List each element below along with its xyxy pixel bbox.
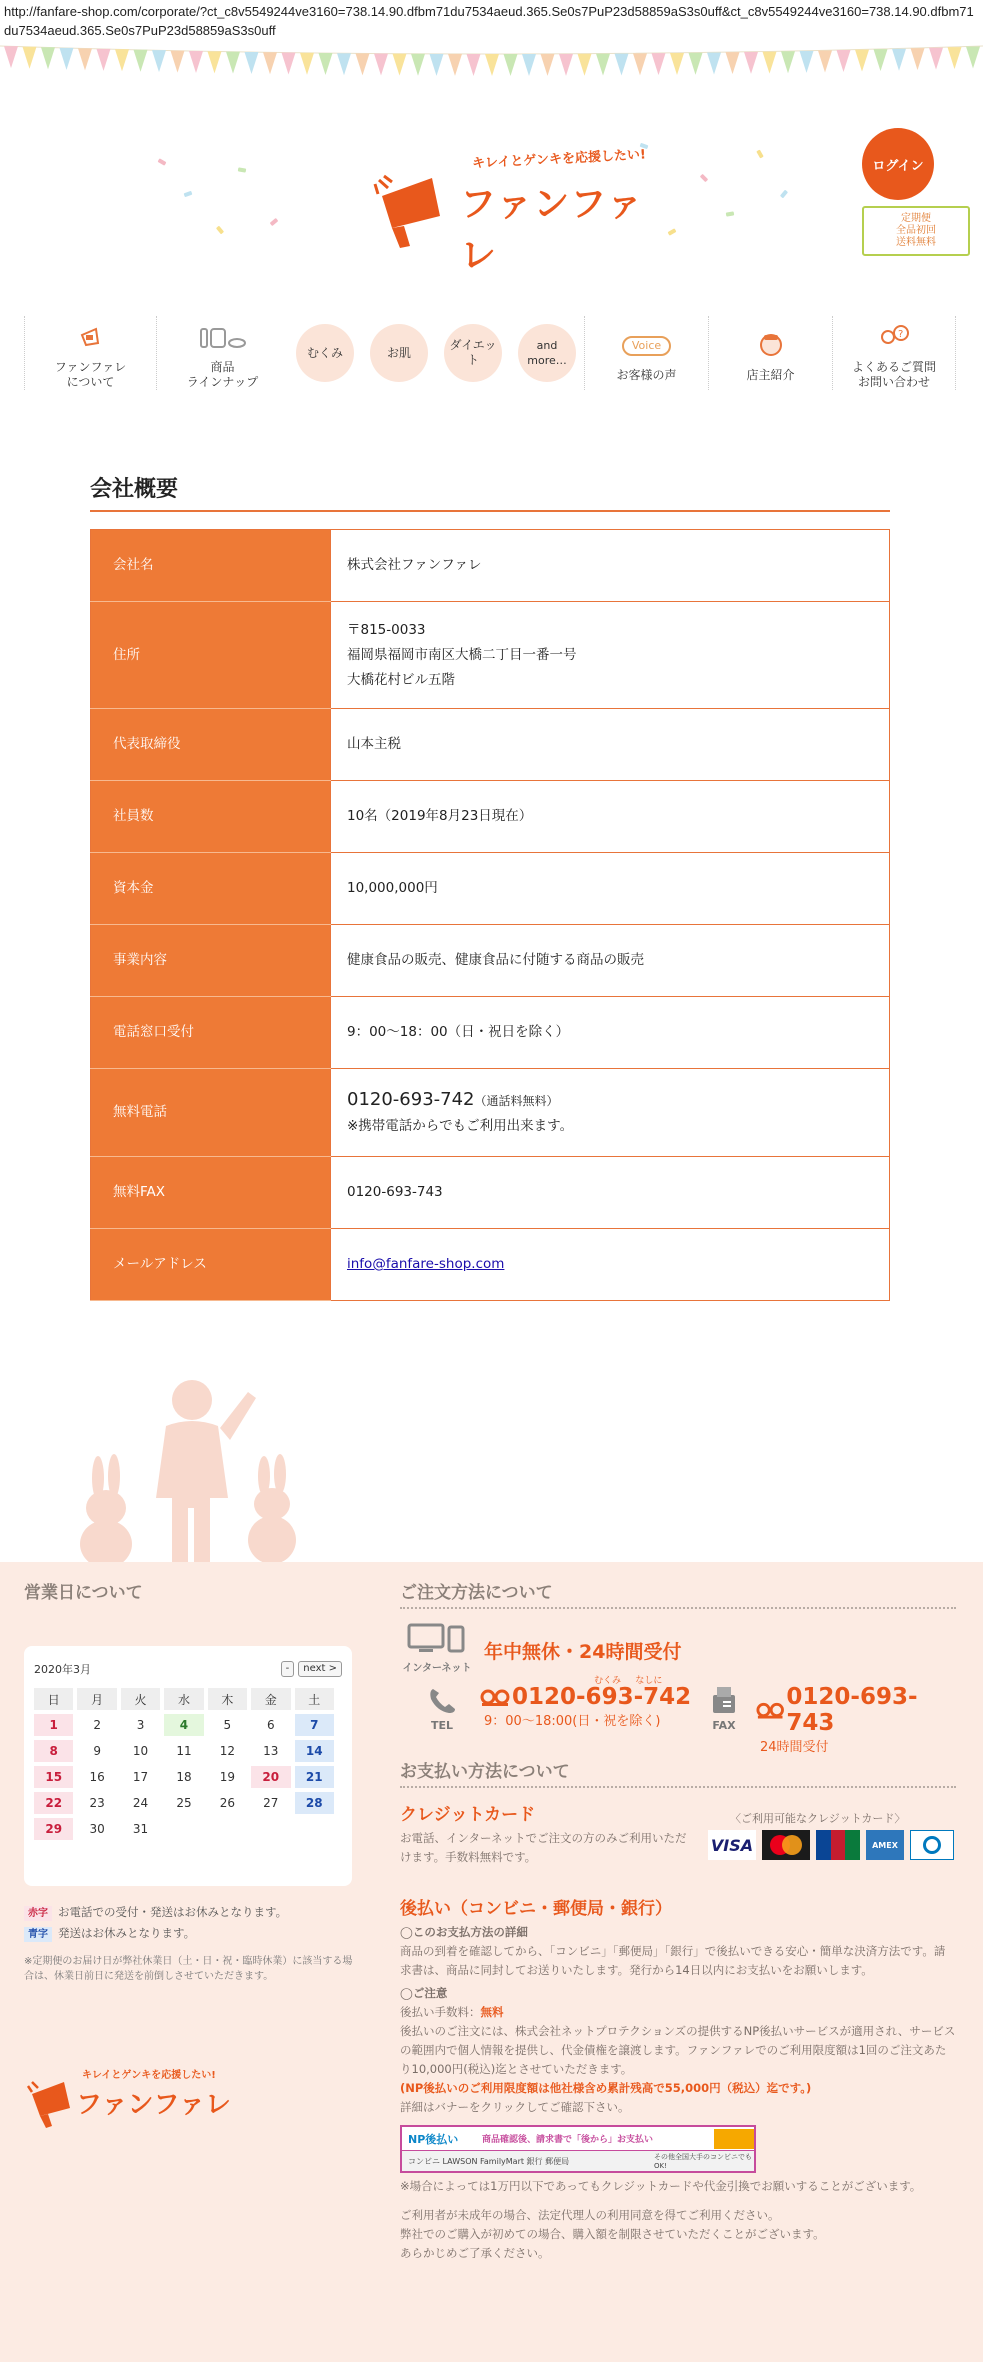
row-value: 0120-693-743 <box>331 1157 890 1229</box>
calendar-day: 18 <box>176 1770 192 1784</box>
calendar-day: 9 <box>93 1744 101 1758</box>
calendar-weekday: 水 <box>164 1688 203 1710</box>
svg-text:?: ? <box>898 329 904 340</box>
bunting-flag <box>966 47 980 69</box>
deferred-note: ※場合によっては1万円以下であってもクレジットカードや代金引換でお願いすることがございます。 <box>400 2179 922 2193</box>
bunting-flag <box>504 54 518 76</box>
calendar-day <box>295 1818 335 1840</box>
fax-label: FAX <box>712 1719 736 1732</box>
table-row <box>91 925 890 997</box>
nav-about[interactable] <box>24 316 156 390</box>
table-row <box>91 853 890 925</box>
row-value: 9：00〜18：00（日・祝日を除く） <box>331 997 890 1069</box>
nav-hada-label: お肌 <box>370 324 428 382</box>
tel-hours: 9：00〜18:00(日・祝を除く) <box>484 1714 661 1729</box>
calendar-day: 30 <box>89 1822 105 1836</box>
internet-label: インターネット <box>402 1663 472 1674</box>
np-copy: 商品確認後、請求書で「後から」お支払い <box>482 2135 654 2145</box>
nav-lineup-label: 商品 ラインナップ <box>186 360 259 389</box>
fee-label: 後払い手数料： <box>400 2005 481 2019</box>
calendar-day <box>208 1818 247 1840</box>
computer-phone-icon <box>407 1623 467 1655</box>
row-value <box>331 1229 890 1301</box>
calendar-day: 7 <box>295 1714 335 1736</box>
calendar-day: 19 <box>219 1770 235 1784</box>
calendar-day: 11 <box>176 1744 192 1758</box>
order-payment-column <box>400 1578 956 2263</box>
bunting-flag <box>633 53 647 75</box>
nav-about-label: ファンファレ について <box>54 360 127 389</box>
credit-available-label: 〈ご利用可能なクレジットカード〉 <box>730 1812 906 1825</box>
shopkeeper-icon <box>756 328 786 364</box>
amex-icon: AMEX <box>866 1830 904 1860</box>
fax-machine-icon <box>709 1685 739 1715</box>
caution-heading: ◯ご注意 <box>400 1986 448 2000</box>
calendar-day: 26 <box>219 1796 235 1810</box>
company-info-table <box>90 529 890 1301</box>
fee-line <box>400 2003 956 2022</box>
legend-red-tag: 赤字 <box>24 1906 52 1921</box>
row-label: 無料電話 <box>91 1069 331 1157</box>
footer-tel-number: 0120-693-742 <box>512 1684 692 1710</box>
bunting-decoration <box>0 42 983 80</box>
row-value: 10名（2019年8月23日現在） <box>331 781 890 853</box>
address-bar[interactable]: http://fanfare-shop.com/corporate/?ct_c8v5549244ve3160=738.14.90.dfbm71du7534aeud.365.Se0s7PuP23d58859aS3s0uff&ct_c8v5549244ve3160=738.14.90.dfbm71du7534aeud.365.Se0s7PuP23d58859aS3s0uff <box>4 4 974 38</box>
address-line1: 福岡県福岡市南区大橋二丁目一番一号 <box>347 646 577 663</box>
np-mark-icon <box>714 2129 754 2149</box>
voice-bubble-icon <box>622 328 671 364</box>
diners-icon <box>910 1830 954 1860</box>
kids-silhouette-decoration <box>60 1368 320 1562</box>
business-days-title: 営業日について <box>24 1583 143 1603</box>
bunting-flag <box>4 46 18 68</box>
nav-voice-label: お客様の声 <box>616 368 677 382</box>
calendar-week <box>34 1792 334 1814</box>
products-icon <box>197 320 249 356</box>
bunting-flag <box>781 51 795 73</box>
bunting-flag <box>689 53 703 75</box>
question-person-icon <box>877 320 911 356</box>
calendar-weekday: 日 <box>34 1688 73 1710</box>
calendar-weekday: 月 <box>77 1688 116 1710</box>
bunting-flag <box>800 51 814 73</box>
calendar-day: 27 <box>263 1796 279 1810</box>
table-row <box>91 1069 890 1157</box>
np-note: その他全国大手のコンビニでもOK! <box>654 2153 752 2170</box>
payment-method-title: お支払い方法について <box>400 1757 956 1788</box>
nav-faq-label: よくあるご質問 お問い合わせ <box>851 360 936 389</box>
bunting-flag <box>319 53 333 75</box>
bunting-flag <box>60 48 74 70</box>
calendar-grid <box>30 1684 338 1844</box>
calendar-day: 24 <box>132 1796 149 1810</box>
fax-number-block[interactable] <box>756 1684 956 1755</box>
table-row <box>91 1229 890 1301</box>
login-button[interactable]: ログイン <box>862 128 934 200</box>
calendar-day: 10 <box>132 1744 149 1758</box>
bunting-flag <box>189 51 203 73</box>
row-value: 健康食品の販売、健康食品に付随する商品の販売 <box>331 925 890 997</box>
calendar-next-button[interactable]: next > <box>298 1661 342 1677</box>
row-label: 資本金 <box>91 853 331 925</box>
footer-fax-number: 0120-693-743 <box>786 1684 918 1736</box>
row-label: 住所 <box>91 602 331 709</box>
bunting-flag <box>485 54 499 76</box>
credit-text: お電話、インターネットでご注文の方のみご利用いただけます。手数料無料です。 <box>400 1831 687 1864</box>
internet-order-text: 年中無休・24時間受付 <box>484 1641 682 1663</box>
site-footer <box>0 1562 983 2362</box>
bunting-flag <box>337 53 351 75</box>
calendar-week <box>34 1714 334 1736</box>
credit-section <box>400 1800 956 1888</box>
legend-blue-tag: 青字 <box>24 1927 52 1942</box>
calendar-week <box>34 1740 334 1762</box>
calendar-day: 15 <box>34 1766 73 1788</box>
bunting-flag <box>448 54 462 76</box>
bunting-flag <box>78 48 92 70</box>
bunting-flag <box>97 49 111 71</box>
bunting-flag <box>41 47 55 69</box>
bunting-flag <box>245 52 259 74</box>
row-value: 山本主税 <box>331 709 890 781</box>
megaphone-icon <box>76 320 106 356</box>
table-row <box>91 1157 890 1229</box>
calendar-week <box>34 1766 334 1788</box>
megaphone-logo-icon <box>24 2068 84 2128</box>
calendar-month: 2020年3月 <box>34 1663 91 1676</box>
footer-logo-text: ファンファレ <box>76 2090 231 2120</box>
credit-title: クレジットカード <box>400 1805 536 1825</box>
bunting-flag <box>874 49 888 71</box>
limit-text: (NP後払いのご利用限度額は他社様含め累計残高で55,000円（税込）迄です。) <box>400 2081 812 2095</box>
email-link[interactable]: info@fanfare-shop.com <box>347 1256 505 1272</box>
calendar-day: 5 <box>223 1718 232 1732</box>
row-label: 社員数 <box>91 781 331 853</box>
table-row <box>91 781 890 853</box>
subscription-free-shipping-badge[interactable]: 定期便 全品初回 送料無料 <box>862 206 970 256</box>
tel-ruby-2: なしに <box>635 1676 663 1686</box>
calendar-weekday: 木 <box>208 1688 247 1710</box>
nav-diet[interactable] <box>436 316 510 390</box>
calendar-day: 3 <box>136 1718 145 1732</box>
calendar-legend <box>24 1902 364 1944</box>
bunting-flag <box>559 54 573 76</box>
np-logo: NP後払い <box>408 2132 459 2146</box>
tel-block <box>422 1685 462 1732</box>
tel-ruby-1: むくみ <box>594 1676 622 1686</box>
freecall-number[interactable]: 0120-693-742 <box>347 1088 475 1110</box>
calendar-day: 25 <box>176 1796 192 1810</box>
calendar-day: 28 <box>295 1792 335 1814</box>
tel-label: TEL <box>430 1719 454 1732</box>
mastercard-icon <box>762 1830 810 1860</box>
bunting-flag <box>911 48 925 70</box>
row-label: 代表取締役 <box>91 709 331 781</box>
bunting-flag <box>282 53 296 75</box>
minor-text-2: 弊社でのご購入が初めての場合、購入額を制限させていただくことがございます。 <box>400 2227 825 2241</box>
bunting-flag <box>652 53 666 75</box>
table-row <box>91 997 890 1069</box>
legend-blue-text: 発送はお休みとなります。 <box>58 1926 196 1940</box>
bunting-flag <box>393 54 407 76</box>
table-row <box>91 709 890 781</box>
footer-logo[interactable] <box>24 2064 234 2134</box>
calendar-day: 20 <box>251 1766 290 1788</box>
bunting-flag <box>171 51 185 73</box>
calendar-day: 1 <box>34 1714 73 1736</box>
calendar-weekday: 火 <box>121 1688 160 1710</box>
bunting-flag <box>356 53 370 75</box>
calendar-day <box>251 1818 290 1840</box>
calendar-day: 6 <box>266 1718 275 1732</box>
bunting-flag <box>226 52 240 74</box>
bunting-flag <box>115 49 129 71</box>
bunting-flag <box>615 53 629 75</box>
delivery-note: ※定期便のお届け日が弊社休業日（土・日・祝・臨時休業）に該当する場合は、休業日前日に発送を前倒しさせていただきます。 <box>24 1956 353 1982</box>
address-zip: 〒815-0033 <box>347 621 426 638</box>
bunting-flag <box>929 48 943 70</box>
calendar-day: 21 <box>295 1766 335 1788</box>
calendar-day: 31 <box>132 1822 149 1836</box>
row-value: 株式会社ファンファレ <box>331 530 890 602</box>
row-label: メールアドレス <box>91 1229 331 1301</box>
calendar-weekday: 金 <box>251 1688 290 1710</box>
order-method-title: ご注文方法について <box>400 1578 956 1609</box>
bunting-flag <box>541 54 555 76</box>
calendar-day: 12 <box>219 1744 235 1758</box>
nav-more[interactable] <box>510 316 584 390</box>
minor-text-1: ご利用者が未成年の場合、法定代理人の利用同意を得てご利用ください。 <box>400 2208 780 2222</box>
bunting-flag <box>208 51 222 73</box>
bunting-flag <box>892 49 906 71</box>
calendar-week <box>34 1818 334 1840</box>
nav-mukumi[interactable] <box>288 316 362 390</box>
bunting-flag <box>374 54 388 76</box>
bunting-flag <box>522 54 536 76</box>
footer-tagline: キレイとゲンキを応援したい! <box>82 2070 216 2081</box>
np-payment-banner[interactable] <box>400 2125 756 2173</box>
calendar-prev-button[interactable]: - <box>281 1661 295 1677</box>
nav-diet-label: ダイエット <box>444 324 502 382</box>
calendar-day: 2 <box>93 1718 101 1732</box>
bunting-flag <box>152 50 166 72</box>
nav-hada[interactable] <box>362 316 436 390</box>
order-methods <box>400 1609 956 1755</box>
row-value: 10,000,000円 <box>331 853 890 925</box>
nav-mukumi-label: むくみ <box>296 324 354 382</box>
nav-shop[interactable] <box>708 316 832 390</box>
address-line2: 大橋花村ビル五階 <box>347 671 455 688</box>
calendar-day: 17 <box>132 1770 149 1784</box>
bunting-flag <box>818 50 832 72</box>
fax-block <box>704 1685 744 1732</box>
bunting-flag <box>467 54 481 76</box>
calendar-day: 16 <box>89 1770 105 1784</box>
page-title: 会社概要 <box>90 472 890 512</box>
calendar-day <box>164 1818 203 1840</box>
fax-hours: 24時間受付 <box>760 1740 829 1755</box>
tagline: キレイとゲンキを応援したい! <box>471 147 647 172</box>
freecall-mobile-note: ※携帯電話からでもご利用出来ます。 <box>347 1117 574 1134</box>
jcb-icon <box>816 1830 860 1860</box>
tel-number-block[interactable] <box>480 1673 691 1729</box>
calendar-weekday: 土 <box>295 1688 335 1710</box>
fee-value: 無料 <box>480 2005 504 2019</box>
bunting-flag <box>763 52 777 74</box>
bunting-flag <box>263 52 277 74</box>
business-calendar <box>24 1646 352 1886</box>
nav-lineup[interactable] <box>156 316 288 390</box>
card-logos <box>708 1830 954 1860</box>
bunting-flag <box>948 47 962 69</box>
table-row <box>91 530 890 602</box>
caution-text: 後払いのご注文には、株式会社ネットプロテクションズの提供するNP後払いサービスが適用され、サービスの範囲内で個人情報を提供し、代金債権を譲渡します。ファンファレでのご利用限度額は1回のご注文あたり10,000円(税込)迄とさせていただきます。 <box>400 2024 956 2076</box>
row-value <box>331 1069 890 1157</box>
nav-faq[interactable] <box>832 316 956 390</box>
deferred-detail-heading: ◯このお支払方法の詳細 <box>400 1925 528 1939</box>
calendar-day: 13 <box>263 1744 279 1758</box>
internet-block <box>402 1623 472 1674</box>
row-label: 会社名 <box>91 530 331 602</box>
bunting-flag <box>411 54 425 76</box>
global-nav <box>24 316 960 390</box>
table-row <box>91 602 890 709</box>
nav-voice[interactable] <box>584 316 708 390</box>
nav-shop-label: 店主紹介 <box>746 368 795 382</box>
minor-text-3: あらかじめご了承ください。 <box>400 2246 550 2260</box>
calendar-day: 22 <box>34 1792 73 1814</box>
calendar-day: 14 <box>295 1740 335 1762</box>
row-label: 事業内容 <box>91 925 331 997</box>
bunting-flag <box>744 52 758 74</box>
banner-hint: 詳細はバナーをクリックしてご確認下さい。 <box>400 2100 630 2114</box>
deferred-payment-title: 後払い（コンビニ・郵便局・銀行） <box>400 1899 672 1919</box>
site-header <box>0 80 983 300</box>
voice-badge: Voice <box>622 336 671 356</box>
calendar-day: 4 <box>164 1714 203 1736</box>
freecall-note: （通話料無料） <box>474 1093 559 1108</box>
row-label: 無料FAX <box>91 1157 331 1229</box>
logo-text: ファンファレ <box>460 184 644 276</box>
freedial-icon <box>756 1700 784 1720</box>
legend-red-text: お電話での受付・発送はお休みとなります。 <box>58 1905 288 1919</box>
phone-handset-icon <box>427 1685 457 1715</box>
bunting-flag <box>23 47 37 69</box>
bunting-flag <box>430 54 444 76</box>
bunting-flag <box>837 50 851 72</box>
nav-more-label: and more… <box>518 324 576 382</box>
np-stores: コンビニ LAWSON FamilyMart 銀行 郵便局 <box>408 2156 570 2166</box>
calendar-day: 29 <box>34 1818 73 1840</box>
bunting-flag <box>726 52 740 74</box>
visa-icon: VISA <box>708 1830 756 1860</box>
bunting-flag <box>670 53 684 75</box>
calendar-day: 23 <box>89 1796 105 1810</box>
deferred-detail-text: 商品の到着を確認してから、「コンビニ」「郵便局」「銀行」で後払いできる安心・簡単な決済方法です。請求書は、商品に同封してお送りいたします。発行から14日以内にお支払いをお願いします。 <box>400 1944 946 1977</box>
freedial-icon <box>480 1687 510 1707</box>
bunting-flag <box>300 53 314 75</box>
bunting-flag <box>596 54 610 76</box>
row-value <box>331 602 890 709</box>
row-label: 電話窓口受付 <box>91 997 331 1069</box>
bunting-flag <box>855 50 869 72</box>
bunting-flag <box>134 50 148 72</box>
bunting-flag <box>707 52 721 74</box>
bunting-flag <box>578 54 592 76</box>
site-logo[interactable] <box>170 136 670 276</box>
calendar-day: 8 <box>34 1740 73 1762</box>
